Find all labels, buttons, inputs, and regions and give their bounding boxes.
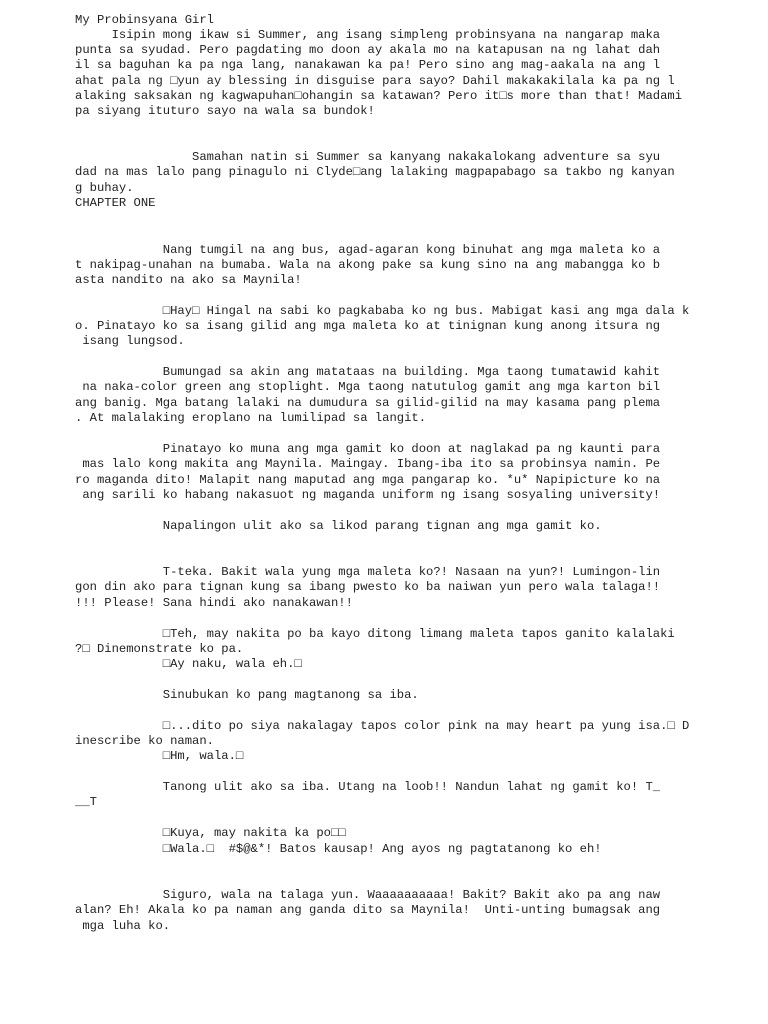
dialogue-line: □Hm, wala.□ xyxy=(75,749,244,763)
dialogue-line: □Ay naku, wala eh.□ xyxy=(75,657,302,671)
paragraph-line: Bumungad sa akin ang matataas na building. Mga taong tumatawid kahit xyxy=(75,365,661,379)
paragraph-line: t nakipag-unahan na bumaba. Wala na akong pake sa kung sino na ang mabangga ko b xyxy=(75,258,661,272)
paragraph-line: Siguro, wala na talaga yun. Waaaaaaaaaa! Bakit? Bakit ako pa ang naw xyxy=(75,888,661,902)
paragraph-line: gon din ako para tignan kung sa ibang pwesto ko ba naiwan yun pero wala talaga!! xyxy=(75,580,661,594)
paragraph-line: !!! Please! Sana hindi ako nanakawan!! xyxy=(75,596,353,610)
paragraph-line: mga luha ko. xyxy=(75,919,171,933)
blurb-line: punta sa syudad. Pero pagdating mo doon ay akala mo na katapusan na ng lahat dah xyxy=(75,43,661,57)
paragraph-line: ang banig. Mga batang lalaki na dumudura sa gilid-gilid na may kasama pang plema xyxy=(75,396,661,410)
paragraph-line: Tanong ulit ako sa iba. Utang na loob!! Nandun lahat ng gamit ko! T_ xyxy=(75,780,661,794)
intro-line: g buhay. xyxy=(75,181,134,195)
dialogue-line: inescribe ko naman. xyxy=(75,734,214,748)
chapter-heading: CHAPTER ONE xyxy=(75,196,156,210)
intro-line: Samahan natin si Summer sa kanyang nakakalokang adventure sa syu xyxy=(75,150,661,164)
blurb-line: il sa baguhan ka pa nga lang, nanakawan ka pa! Pero sino ang mag-aakala na ang l xyxy=(75,58,661,72)
paragraph-line: Nang tumgil na ang bus, agad-agaran kong binuhat ang mga maleta ko a xyxy=(75,243,661,257)
blurb-line: pa siyang ituturo sayo na wala sa bundok! xyxy=(75,104,375,118)
document-title: My Probinsyana Girl xyxy=(75,13,214,27)
blurb-line: alaking saksakan ng kagwapuhan□ohangin sa katawan? Pero it□s more than that! Madami xyxy=(75,89,683,103)
paragraph-line: Sinubukan ko pang magtanong sa iba. xyxy=(75,688,419,702)
paragraph-line: asta nandito na ako sa Maynila! xyxy=(75,273,302,287)
paragraph-line: Pinatayo ko muna ang mga gamit ko doon at naglakad pa ng kaunti para xyxy=(75,442,661,456)
paragraph-line: . At malalaking eroplano na lumilipad sa langit. xyxy=(75,411,427,425)
dialogue-line: □Teh, may nakita po ba kayo ditong limang maleta tapos ganito kalalaki xyxy=(75,627,675,641)
dialogue-line: ?□ Dinemonstrate ko pa. xyxy=(75,642,244,656)
paragraph-line: alan? Eh! Akala ko pa naman ang ganda dito sa Maynila! Unti-unting bumagsak ang xyxy=(75,903,661,917)
intro-line: dad na mas lalo pang pinagulo ni Clyde□ang lalaking magpapabago sa takbo ng kanyan xyxy=(75,165,675,179)
dialogue-line: □Wala.□ #$@&*! Batos kausap! Ang ayos ng pagtatanong ko eh! xyxy=(75,842,602,856)
paragraph-line: Napalingon ulit ako sa likod parang tignan ang mga gamit ko. xyxy=(75,519,602,533)
blurb-line: Isipin mong ikaw si Summer, ang isang simpleng probinsyana na nangarap maka xyxy=(75,28,661,42)
paragraph-line: na naka-color green ang stoplight. Mga taong natutulog gamit ang mga karton bil xyxy=(75,380,661,394)
paragraph-line: □Hay□ Hingal na sabi ko pagkababa ko ng bus. Mabigat kasi ang mga dala k xyxy=(75,304,690,318)
paragraph-line: T-teka. Bakit wala yung mga maleta ko?! Nasaan na yun?! Lumingon-lin xyxy=(75,565,661,579)
paragraph-line: __T xyxy=(75,795,97,809)
paragraph-line: o. Pinatayo ko sa isang gilid ang mga maleta ko at tinignan kung anong itsura ng xyxy=(75,319,661,333)
paragraph-line: mas lalo kong makita ang Maynila. Maingay. Ibang-iba ito sa probinsya namin. Pe xyxy=(75,457,661,471)
paragraph-line: ang sarili ko habang nakasuot ng maganda uniform ng isang sosyaling university! xyxy=(75,488,661,502)
paragraph-line: isang lungsod. xyxy=(75,334,185,348)
paragraph-line: ro maganda dito! Malapit nang maputad ang mga pangarap ko. *u* Napipicture ko na xyxy=(75,473,661,487)
blurb-line: ahat pala ng □yun ay blessing in disguise para sayo? Dahil makakakilala ka pa ng l xyxy=(75,74,675,88)
dialogue-line: □Kuya, may nakita ka po□□ xyxy=(75,826,346,840)
dialogue-line: □...dito po siya nakalagay tapos color pink na may heart pa yung isa.□ D xyxy=(75,719,690,733)
